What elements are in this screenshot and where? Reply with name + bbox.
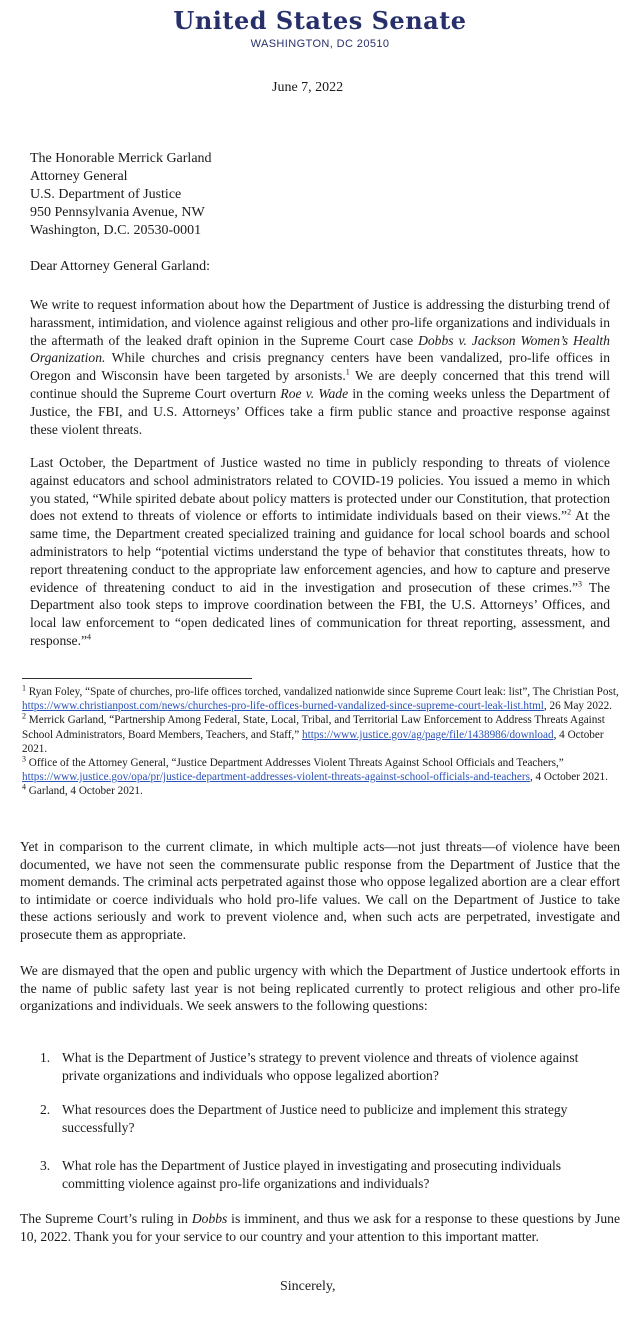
letterhead-title: United States Senate bbox=[173, 6, 467, 35]
footnote-ref-3[interactable]: 3 bbox=[578, 579, 583, 589]
footnote-text: , 26 May 2022. bbox=[543, 700, 612, 713]
footnotes bbox=[22, 685, 620, 799]
footnote-link[interactable]: https://www.justice.gov/ag/page/file/1438986/download bbox=[302, 728, 554, 741]
p5-text: The Supreme Court’s ruling in bbox=[20, 1211, 192, 1226]
p2-text: Last October, the Department of Justice wasted no time in publicly responding to threats of violence against educators and school administrators related to COVID-19 policies. You issued a memo in which you stated, “While spirited debate about policy matters is protected under our Constitution, that protection does not extend to threats of violence or efforts to intimidate individuals based on their views.” bbox=[30, 455, 610, 524]
question-text: What role has the Department of Justice played in investigating and prosecuting individuals committing violence against pro-life organizations and individuals? bbox=[62, 1158, 562, 1191]
p5-text: is imminent, and thus we ask for a response to these questions by June 10, 2022. Thank you for your service to our country and your attention to this important matter. bbox=[20, 1211, 620, 1244]
paragraph-1 bbox=[30, 296, 610, 438]
p1-roe-v-wade: Roe v. Wade bbox=[280, 385, 349, 401]
footnote-ref-1[interactable]: 1 bbox=[345, 367, 350, 377]
paragraph-3: Yet in comparison to the current climate, in which multiple acts—not just threats—of violence have been documented, we have not seen the commensurate public response from the Department of Justice that the moment demands. The criminal acts perpetrated against those who oppose legalized abortion are a clear effort to intimidate or coerce individuals who hold pro-life values. We call on the Department of Justice to take these actions seriously and work to prevent violence and, when such acts are perpetrated, investigate and prosecute them as appropriate. bbox=[20, 839, 620, 942]
p1-text: While churches and crisis pregnancy centers have been vandalized, pro-life offices in Oregon and Wisconsin have been targeted by arsonists. bbox=[30, 350, 610, 384]
addressee-block bbox=[30, 150, 212, 240]
closing: Sincerely, bbox=[280, 1279, 336, 1294]
p1-text: We write to request information about how the Department of Justice is addressing the disturbing trend of harassment, intimidation, and violence against religious and other pro-life organizations and individuals in the aftermath of the leaked draft opinion in the Supreme Court case bbox=[30, 297, 610, 348]
footnote-2 bbox=[22, 713, 620, 756]
question-number: 1. bbox=[40, 1050, 51, 1065]
footnote-link[interactable]: https://www.justice.gov/opa/pr/justice-department-addresses-violent-threats-against-school-officials-and-teachers bbox=[22, 771, 530, 784]
footnote-4 bbox=[22, 784, 620, 798]
footnote-num: 3 bbox=[22, 754, 26, 764]
question-2 bbox=[40, 1101, 600, 1137]
footnote-link[interactable]: https://www.christianpost.com/news/churches-pro-life-offices-burned-vandalized-since-supreme-court-leak-list.html bbox=[22, 700, 544, 713]
question-text: What resources does the Department of Justice need to publicize and implement this strategy successfully? bbox=[62, 1102, 568, 1135]
salutation: Dear Attorney General Garland: bbox=[30, 259, 210, 274]
question-3 bbox=[40, 1157, 600, 1193]
footnote-text: Office of the Attorney General, “Justice Department Addresses Violent Threats Against School Officials and Teachers,” bbox=[26, 757, 564, 770]
letter-date: June 7, 2022 bbox=[272, 80, 344, 95]
p2-text: At the same time, the Department created specialized training and guidance for local school boards and school administrators to help “potential victims understand the type of behavior that constitutes threats, how to report threatening conduct to the appropriate law enforcement agencies, and how to capture and preserve evidence of threatening conduct to aid in the investigation and prosecution of these crimes.” bbox=[30, 508, 610, 595]
p1-case-name: Dobbs v. Jackson Women’s Health Organization. bbox=[30, 332, 610, 366]
p2-text: The Department also took steps to improve coordination between the FBI, the U.S. Attorneys’ Offices, and local law enforcement to “open dedicated lines of communication for threat reporting, assessment, and response.” bbox=[30, 579, 610, 648]
footnote-num: 2 bbox=[22, 711, 26, 721]
footnote-divider bbox=[22, 678, 252, 679]
footnote-text: Garland, 4 October 2021. bbox=[26, 785, 143, 798]
footnote-1 bbox=[22, 685, 620, 713]
footnote-text: , 4 October 2021. bbox=[529, 771, 608, 784]
addressee-line: U.S. Department of Justice bbox=[30, 187, 182, 202]
p1-text: in the coming weeks unless the Department of Justice, the FBI, and U.S. Attorneys’ Offices take a firm public stance and proactive response against these violent threats. bbox=[30, 385, 610, 437]
letterhead-city: WASHINGTON, DC 20510 bbox=[250, 38, 390, 50]
footnote-ref-4[interactable]: 4 bbox=[87, 632, 91, 642]
question-text: What is the Department of Justice’s strategy to prevent violence and threats of violence against private organizations and individuals who oppose legalized abortion? bbox=[62, 1050, 579, 1083]
footnote-text: Ryan Foley, “Spate of churches, pro-life offices torched, vandalized nationwide since Supreme Court leak: list”, The Christian Post, bbox=[26, 686, 619, 698]
paragraph-2 bbox=[30, 454, 610, 650]
footnote-num: 4 bbox=[22, 782, 26, 792]
addressee-line: The Honorable Merrick Garland bbox=[30, 151, 212, 166]
question-number: 3. bbox=[40, 1158, 51, 1173]
addressee-line: Attorney General bbox=[30, 169, 128, 184]
addressee-line: 950 Pennsylvania Avenue, NW bbox=[30, 205, 205, 220]
p1-text: We are deeply concerned that this trend will continue should the Supreme Court overturn bbox=[30, 368, 610, 401]
addressee-line: Washington, D.C. 20530-0001 bbox=[30, 223, 202, 238]
paragraph-5 bbox=[20, 1210, 620, 1245]
paragraph-4: We are dismayed that the open and public urgency with which the Department of Justice undertook efforts in the name of public safety last year is not being replicated currently to protect religious and other pro-life organizations and individuals. We seek answers to the following questions: bbox=[20, 963, 620, 1014]
p5-dobbs: Dobbs bbox=[191, 1211, 228, 1226]
footnote-num: 1 bbox=[22, 683, 26, 693]
footnote-text: Merrick Garland, “Partnership Among Federal, State, Local, Tribal, and Territorial Law Enforcement to Address Threats Against School Administrators, Board Members, Teachers, and Staff,” bbox=[22, 714, 605, 741]
footnote-3 bbox=[22, 756, 620, 784]
question-1 bbox=[40, 1049, 600, 1085]
footnote-text: , 4 October 2021. bbox=[22, 728, 604, 755]
question-number: 2. bbox=[40, 1102, 51, 1117]
footnote-ref-2[interactable]: 2 bbox=[567, 507, 572, 517]
